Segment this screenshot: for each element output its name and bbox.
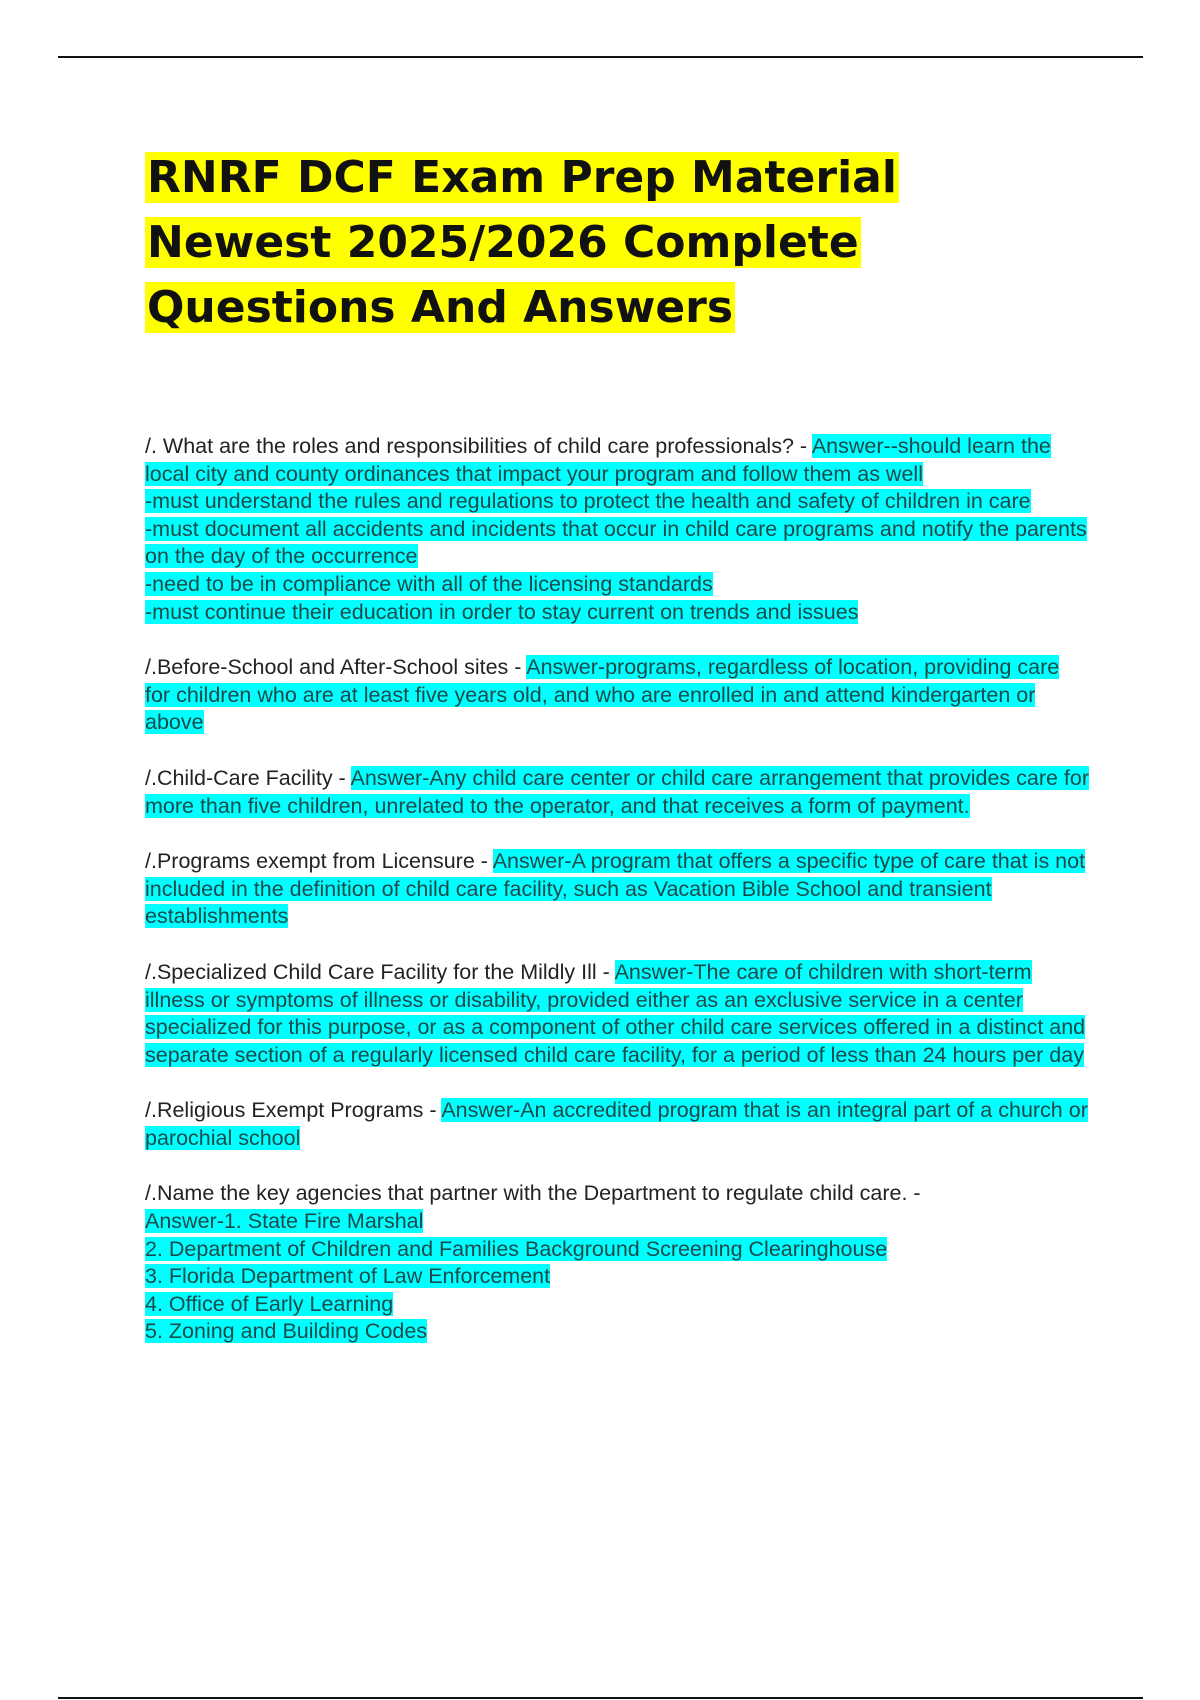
answer-text: Answer-The care of children with short-term illness or symptoms of illness or disability, provided either as an exclusive service in a center specialized for this purpose, or as a component of other child care services offered in a distinct and separate section of a regularly licensed child care facility, for a period of less than 24 hours per day [145,959,1086,1067]
agency-list-item: 5. Zoning and Building Codes [145,1319,428,1344]
question-text: /. What are the roles and responsibilities of child care professionals? - [145,434,812,458]
bottom-rule [58,1697,1143,1699]
question-text: /.Before-School and After-School sites - [145,655,527,680]
question-text: /.Specialized Child Care Facility for the Mildly Ill - [145,959,615,984]
answer-text: Answer-An accredited program that is an integral part of a church or parochial school [145,1098,1088,1150]
qa-item-roles [145,433,1090,626]
answer-text: Answer-programs, regardless of location, providing care for children who are at least five years old, and who are enrolled in and attend kindergarten or above [145,655,1060,735]
answer-line: Answer-1. State Fire Marshal [145,1209,424,1234]
question-text: /.Name the key agencies that partner with the Department to regulate child care. - [145,1181,921,1206]
answer-text: Answer-A program that offers a specific type of care that is not included in the definition of child care facility, such as Vacation Bible School and transient establishments [145,849,1086,929]
qa-item-before-after-school [145,654,1090,737]
answer-line: -must understand the rules and regulations to protect the health and safety of children in care [145,489,1031,514]
document-title [145,145,1090,340]
title-highlight: RNRF DCF Exam Prep Material Newest 2025/2026 Complete Questions And Answers [147,152,897,333]
answer-line: -must continue their education in order to stay current on trends and issues [145,599,859,624]
agency-list-item: 4. Office of Early Learning [145,1291,394,1316]
agency-list-item: 2. Department of Children and Families Background Screening Clearinghouse [145,1236,888,1261]
qa-item-exempt-programs [145,848,1090,931]
agency-list-item: 3. Florida Department of Law Enforcement [145,1264,551,1289]
top-rule [58,56,1143,58]
qa-item-religious-exempt [145,1097,1090,1152]
question-text: /.Child-Care Facility - [145,765,351,790]
question-text: /.Programs exempt from Licensure - [145,849,493,874]
document-body [145,145,1090,1374]
qa-item-key-agencies [145,1180,1090,1346]
question-text: /.Religious Exempt Programs - [145,1098,442,1123]
qa-item-mildly-ill [145,959,1090,1069]
answer-line: -need to be in compliance with all of the licensing standards [145,571,713,596]
answer-line: -must document all accidents and incidents that occur in child care programs and notify the parents on the day of the occurrence [145,516,1087,569]
answer-text: Answer-Any child care center or child care arrangement that provides care for more than five children, unrelated to the operator, and that receives a form of payment. [145,765,1090,818]
qa-item-child-care-facility [145,765,1090,820]
answer-line: Answer--should learn the local city and county ordinances that impact your program and follow them as well [145,434,1051,486]
